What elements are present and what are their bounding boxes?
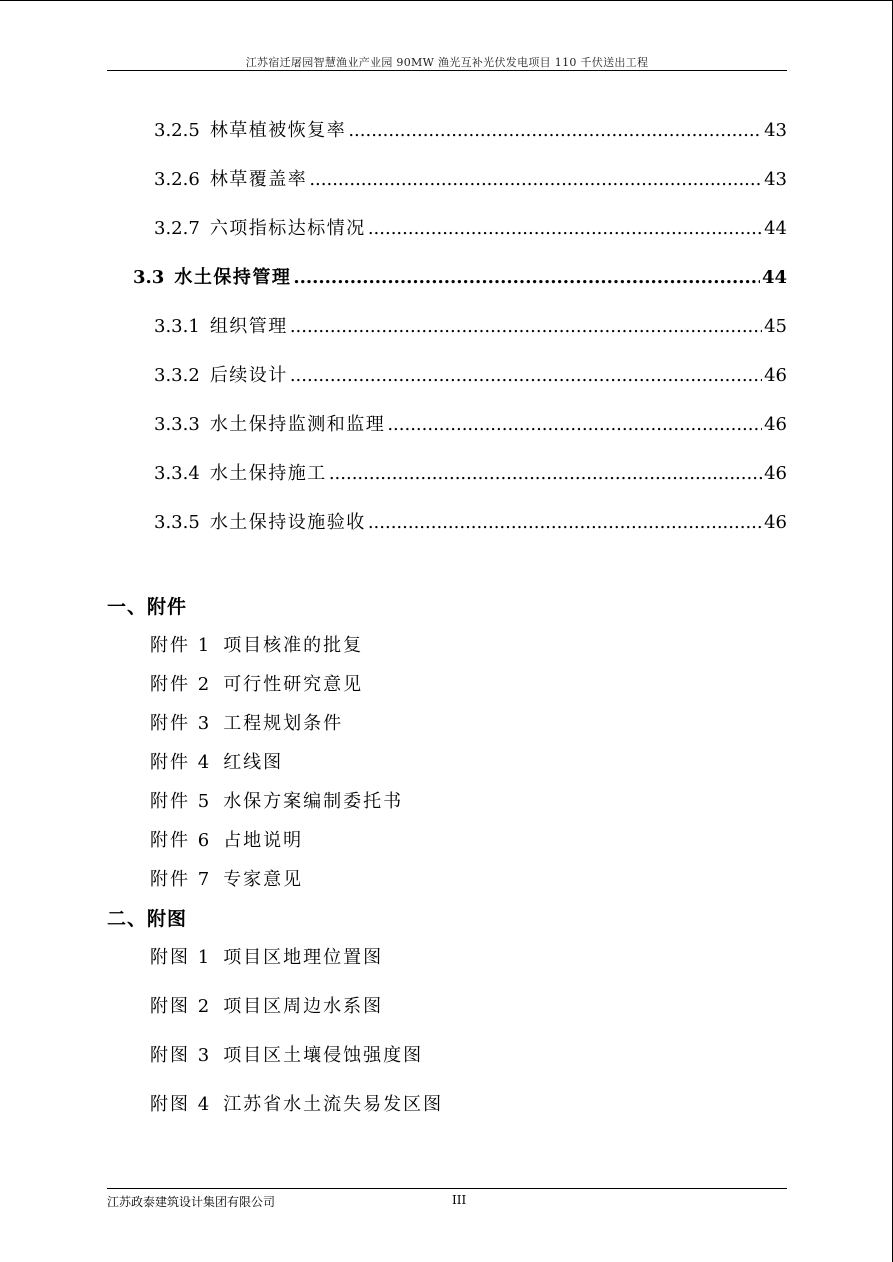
toc-entry-section[interactable] [133, 266, 787, 290]
attachment-item[interactable] [150, 751, 283, 775]
attachment-label: 附件 3 [150, 713, 212, 734]
attachment-item[interactable] [150, 829, 303, 853]
toc-title: 六项指标达标情况 [209, 218, 366, 239]
figure-label: 附图 1 [150, 947, 212, 968]
toc-number: 3.3.4 [154, 463, 200, 484]
toc-entry[interactable] [154, 217, 787, 241]
header-rule [107, 70, 787, 71]
toc-leader-dots [290, 364, 762, 388]
toc-entry[interactable] [154, 315, 787, 339]
toc-page-number: 46 [764, 414, 787, 435]
toc-page-number: 43 [764, 120, 787, 141]
toc-number: 3.2.6 [154, 169, 200, 190]
toc-title: 水土保持施工 [209, 463, 327, 484]
attachments-heading: 一、附件 [107, 596, 188, 618]
figure-label: 附图 2 [150, 996, 212, 1017]
toc-leader-dots [293, 266, 760, 290]
attachment-label: 附件 7 [150, 869, 212, 890]
attachment-title: 项目核准的批复 [223, 635, 364, 656]
toc-number: 3.3.1 [154, 316, 200, 337]
toc-entry[interactable] [154, 119, 787, 143]
toc-number: 3.3.2 [154, 365, 200, 386]
figure-item[interactable] [150, 995, 383, 1019]
attachment-label: 附件 5 [150, 791, 212, 812]
figure-item[interactable] [150, 1044, 423, 1068]
attachment-title: 占地说明 [223, 830, 304, 851]
toc-page-number: 44 [761, 267, 787, 288]
toc-number: 3.3.3 [154, 414, 200, 435]
toc-number: 3.2.7 [154, 218, 200, 239]
figure-title: 项目区周边水系图 [223, 996, 384, 1017]
attachment-title: 专家意见 [223, 869, 304, 890]
toc-number: 3.2.5 [154, 120, 200, 141]
toc-leader-dots [368, 217, 762, 241]
toc-title: 组织管理 [209, 316, 288, 337]
figure-item[interactable] [150, 1093, 443, 1117]
attachment-title: 水保方案编制委托书 [223, 791, 404, 812]
figure-label: 附图 4 [150, 1094, 212, 1115]
figure-title: 项目区地理位置图 [223, 947, 384, 968]
toc-leader-dots [309, 168, 762, 192]
figure-item[interactable] [150, 946, 383, 970]
page-border-top [0, 0, 893, 1]
attachment-label: 附件 6 [150, 830, 212, 851]
figure-label: 附图 3 [150, 1045, 212, 1066]
toc-entry[interactable] [154, 168, 787, 192]
toc-title: 水土保持监测和监理 [209, 414, 386, 435]
toc-leader-dots [387, 413, 762, 437]
toc-number: 3.3 [133, 267, 165, 288]
running-header: 江苏宿迁屠园智慧渔业产业园 90MW 渔光互补光伏发电项目 110 千伏送出工程 [245, 56, 649, 69]
toc-title: 林草植被恢复率 [209, 120, 347, 141]
attachment-title: 红线图 [223, 752, 284, 773]
attachment-label: 附件 4 [150, 752, 212, 773]
figure-title: 江苏省水土流失易发区图 [223, 1094, 444, 1115]
toc-title: 林草覆盖率 [209, 169, 308, 190]
attachment-label: 附件 2 [150, 674, 212, 695]
toc-page-number: 44 [764, 218, 787, 239]
footer-company: 江苏政泰建筑设计集团有限公司 [107, 1195, 276, 1209]
footer-page-number: III [452, 1193, 467, 1207]
figures-heading: 二、附图 [107, 908, 188, 930]
toc-page-number: 46 [764, 365, 787, 386]
attachment-item[interactable] [150, 712, 343, 736]
attachment-item[interactable] [150, 790, 403, 814]
toc-title: 后续设计 [209, 365, 288, 386]
attachment-label: 附件 1 [150, 635, 212, 656]
attachment-title: 可行性研究意见 [223, 674, 364, 695]
attachment-item[interactable] [150, 634, 363, 658]
toc-page-number: 43 [764, 169, 787, 190]
attachment-item[interactable] [150, 673, 363, 697]
toc-leader-dots [290, 315, 762, 339]
toc-page-number: 45 [764, 316, 787, 337]
attachment-item[interactable] [150, 868, 303, 892]
figure-title: 项目区土壤侵蚀强度图 [223, 1045, 424, 1066]
toc-number: 3.3.5 [154, 512, 200, 533]
toc-leader-dots [348, 119, 762, 143]
toc-leader-dots [368, 511, 762, 535]
toc-entry[interactable] [154, 511, 787, 535]
footer-rule [107, 1188, 787, 1189]
attachment-title: 工程规划条件 [223, 713, 344, 734]
toc-leader-dots [329, 462, 762, 486]
toc-page-number: 46 [764, 512, 787, 533]
toc-entry[interactable] [154, 462, 787, 486]
toc-title: 水土保持管理 [174, 267, 292, 288]
toc-title: 水土保持设施验收 [209, 512, 366, 533]
toc-entry[interactable] [154, 413, 787, 437]
toc-entry[interactable] [154, 364, 787, 388]
toc-page-number: 46 [764, 463, 787, 484]
